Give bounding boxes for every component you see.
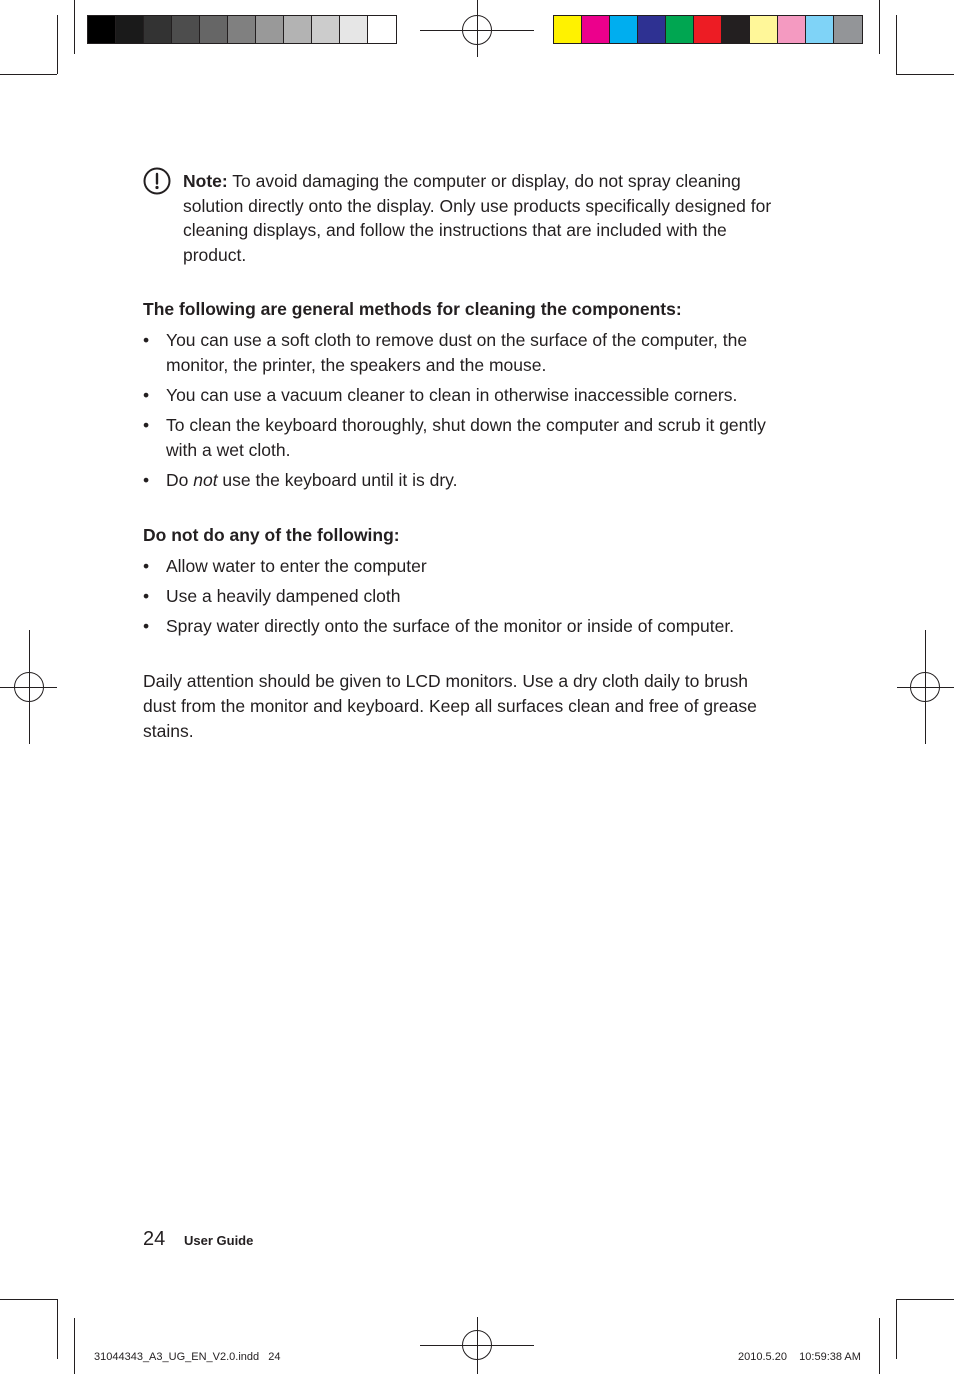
crop-mark — [57, 15, 58, 74]
color-swatch — [722, 16, 750, 43]
crop-mark — [896, 74, 954, 75]
cleaning-methods-list — [143, 328, 793, 498]
color-swatch — [144, 16, 172, 43]
registration-crosshair — [477, 1317, 478, 1374]
crop-mark — [896, 15, 897, 74]
color-swatch — [228, 16, 256, 43]
crop-mark — [896, 1299, 954, 1300]
color-swatch — [200, 16, 228, 43]
crop-mark — [879, 1318, 880, 1374]
color-swatch — [368, 16, 396, 43]
color-swatch — [284, 16, 312, 43]
slug-filename: 31044343_A3_UG_EN_V2.0.indd 24 — [94, 1351, 281, 1363]
crop-mark — [0, 1299, 57, 1300]
item-emphasis: not — [193, 470, 218, 490]
color-swatch — [340, 16, 368, 43]
footer-title: User Guide — [184, 1233, 254, 1248]
crop-mark — [879, 0, 880, 54]
section-heading: The following are general methods for cleaning the components: — [143, 299, 682, 319]
crop-mark — [74, 0, 75, 54]
list-item: • To clean the keyboard thoroughly, shut down the computer and scrub it gently with a wet cloth. — [143, 413, 793, 463]
color-swatch — [256, 16, 284, 43]
color-swatch — [806, 16, 834, 43]
slug-datetime: 2010.5.20 10:59:38 AM — [738, 1351, 861, 1363]
grayscale-color-bar — [87, 15, 397, 44]
list-item: • You can use a soft cloth to remove dust on the surface of the computer, the monitor, the printer, the speakers and the mouse. — [143, 328, 793, 378]
color-swatch — [638, 16, 666, 43]
body-paragraph: Daily attention should be given to LCD monitors. Use a dry cloth daily to brush dust from the monitor and keyboard. Keep all surfaces clean and free of grease stains. — [143, 671, 757, 741]
color-swatch — [582, 16, 610, 43]
color-swatch — [610, 16, 638, 43]
section-heading: Do not do any of the following: — [143, 525, 400, 545]
color-swatch — [778, 16, 806, 43]
crop-mark — [74, 1318, 75, 1374]
list-item: • Use a heavily dampened cloth — [143, 584, 793, 609]
color-swatch — [554, 16, 582, 43]
color-swatch — [750, 16, 778, 43]
color-swatch — [116, 16, 144, 43]
exclamation-icon — [143, 167, 171, 195]
crop-mark — [0, 74, 57, 75]
list-item: • Allow water to enter the computer — [143, 554, 793, 579]
list-item: • Spray water directly onto the surface of the monitor or inside of computer. — [143, 614, 793, 639]
note-text — [183, 169, 793, 267]
list-item: • You can use a vacuum cleaner to clean in otherwise inaccessible corners. — [143, 383, 793, 408]
color-swatch — [834, 16, 862, 43]
note-body: To avoid damaging the computer or display, do not spray cleaning solution directly onto the display. Only use products specifically designed for cleaning displays, and follow the instructions that are included with the product. — [183, 171, 772, 265]
item-text: Do — [166, 470, 194, 490]
crop-mark — [57, 1299, 58, 1359]
note-label: Note: — [183, 171, 228, 191]
registration-crosshair — [29, 630, 30, 744]
page-number: 24 — [143, 1228, 166, 1250]
color-swatch — [88, 16, 116, 43]
item-text: use the keyboard until it is dry. — [217, 470, 458, 490]
color-swatch — [172, 16, 200, 43]
registration-crosshair — [925, 630, 926, 744]
color-swatch — [666, 16, 694, 43]
color-swatch — [694, 16, 722, 43]
list-item — [143, 468, 793, 493]
do-not-list — [143, 554, 793, 644]
process-color-bar — [553, 15, 863, 44]
crop-mark — [896, 1299, 897, 1359]
registration-crosshair — [477, 0, 478, 57]
color-swatch — [312, 16, 340, 43]
